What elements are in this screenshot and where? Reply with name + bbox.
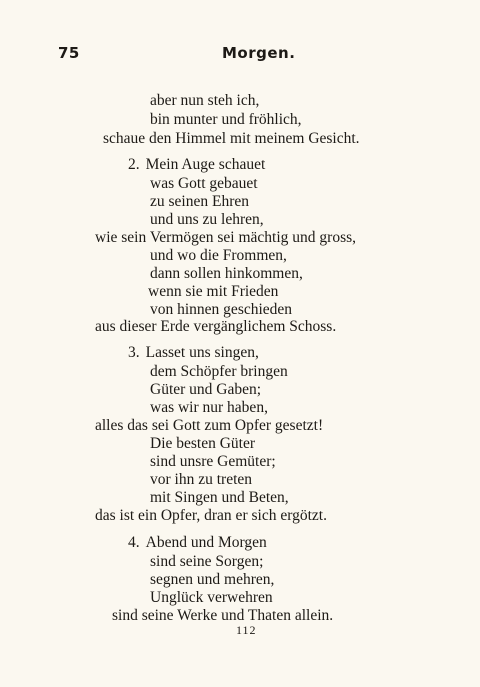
stanza-2-line-9: von hinnen geschieden xyxy=(150,301,293,318)
stanza-3-line-10: das ist ein Opfer, dran er sich ergötzt. xyxy=(95,507,327,524)
stanza-3-line-3: Güter und Gaben; xyxy=(150,381,262,398)
stanza-3-line-7: sind unsre Gemüter; xyxy=(150,453,276,470)
stanza-3-line-5: alles das sei Gott zum Opfer gesetzt! xyxy=(95,417,324,434)
stanza-4-line-1-text: Abend und Morgen xyxy=(145,534,267,551)
signature-mark: 112 xyxy=(236,623,257,637)
stanza-4-line-5: sind seine Werke und Thaten allein. xyxy=(112,607,334,624)
stanza-4-line-4: Unglück verwehren xyxy=(150,589,273,606)
stanza-2-line-1 xyxy=(128,156,265,174)
stanza-4-line-2: sind seine Sorgen; xyxy=(150,553,264,570)
stanza-1-line-3: schaue den Himmel mit meinem Gesicht. xyxy=(103,130,360,147)
stanza-2-line-5: wie sein Vermögen sei mächtig und gross, xyxy=(95,229,357,246)
stanza-1-line-2: bin munter und fröhlich, xyxy=(150,111,302,128)
stanza-2-line-6: und wo die Frommen, xyxy=(150,247,287,264)
stanza-2-line-2: was Gott gebauet xyxy=(150,175,258,192)
running-title: Morgen. xyxy=(222,44,296,62)
stanza-4-line-3: segnen und mehren, xyxy=(150,571,275,588)
stanza-3-line-1 xyxy=(128,344,259,362)
stanza-2-number: 2. xyxy=(128,156,140,173)
stanza-4-number: 4. xyxy=(128,534,140,551)
stanza-2-line-8: wenn sie mit Frieden xyxy=(148,283,279,300)
stanza-2-line-7: dann sollen hinkommen, xyxy=(150,265,303,282)
stanza-1-line-1: aber nun steh ich, xyxy=(150,92,260,109)
stanza-3-line-4: was wir nur haben, xyxy=(150,399,268,416)
stanza-2-line-3: zu seinen Ehren xyxy=(150,193,249,210)
stanza-2-line-4: und uns zu lehren, xyxy=(150,211,264,228)
page-header xyxy=(0,38,480,68)
page-number: 75 xyxy=(58,44,80,62)
stanza-2-line-10: aus dieser Erde vergänglichem Schoss. xyxy=(95,318,337,335)
stanza-3-line-8: vor ihn zu treten xyxy=(150,471,253,488)
stanza-4-line-1 xyxy=(128,534,267,552)
stanza-3-number: 3. xyxy=(128,344,140,361)
stanza-2-line-1-text: Mein Auge schauet xyxy=(145,156,266,173)
stanza-3-line-1-text: Lasset uns singen, xyxy=(145,344,259,361)
stanza-3-line-2: dem Schöpfer bringen xyxy=(150,363,288,380)
stanza-3-line-9: mit Singen und Beten, xyxy=(150,489,289,506)
stanza-3-line-6: Die besten Güter xyxy=(150,435,256,452)
